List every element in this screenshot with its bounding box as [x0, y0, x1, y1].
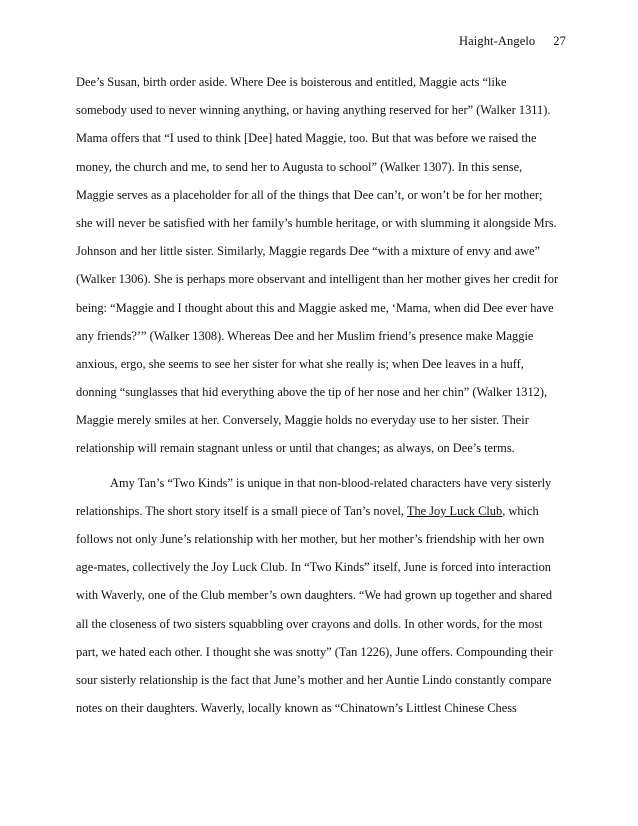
text-line: donning “sunglasses that hid everything above the tip of her nose and her chin” (Walker 1312),: [76, 385, 548, 400]
running-header: [459, 34, 566, 49]
text-line: follows not only June’s relationship with her mother, but her mother’s friendship with her own: [76, 532, 545, 546]
text-segment: relationships. The short story itself is a small piece of Tan’s novel,: [76, 503, 407, 518]
text-line: she will never be satisfied with her family’s humble heritage, or with slumming it alongside Mrs.: [76, 215, 557, 230]
text-line: Dee’s Susan, birth order aside. Where Dee is boisterous and entitled, Maggie acts “like: [76, 75, 507, 89]
text-line: anxious, ergo, she seems to see her sister for what she really is; when Dee leaves in a huff,: [76, 356, 524, 371]
text-line: Maggie merely smiles at her. Conversely, Maggie holds no everyday use to her sister. Their: [76, 413, 529, 428]
header-author: Haight-Angelo: [459, 34, 536, 48]
page-number: 27: [553, 34, 566, 48]
text-line: [76, 497, 558, 525]
text-line: part, we hated each other. I thought she was snotty” (Tan 1226), June offers. Compounding their: [76, 644, 553, 659]
text-line: Johnson and her little sister. Similarly, Maggie regards Dee “with a mixture of envy and awe”: [76, 244, 541, 259]
text-line: Maggie serves as a placeholder for all of the things that Dee can’t, or won’t be for her mother;: [76, 187, 543, 202]
text-line: with Waverly, one of the Club member’s own daughters. “We had grown up together and shared: [76, 588, 553, 603]
document-body: [76, 68, 558, 722]
text-line: any friends?’” (Walker 1308). Whereas Dee and her Muslim friend’s presence make Maggie: [76, 328, 534, 343]
text-line: Mama offers that “I used to think [Dee] hated Maggie, too. But that was before we raised the: [76, 131, 537, 146]
text-segment: , which: [502, 503, 539, 518]
text-line: age-mates, collectively the Joy Luck Club. In “Two Kinds” itself, June is forced into interaction: [76, 560, 552, 575]
paragraph-2: [76, 469, 558, 723]
book-title: The Joy Luck Club: [406, 503, 503, 518]
text-line: Amy Tan’s “Two Kinds” is unique in that non-blood-related characters have very sisterly: [110, 475, 552, 490]
text-line: notes on their daughters. Waverly, locally known as “Chinatown’s Littlest Chinese Chess: [76, 701, 517, 716]
text-line: being: “Maggie and I thought about this and Maggie asked me, ‘Mama, when did Dee ever have: [76, 300, 554, 315]
text-line: all the closeness of two sisters squabbling over crayons and dolls. In other words, for the most: [76, 616, 543, 631]
text-line: somebody used to never winning anything, or having anything reserved for her” (Walker 1311).: [76, 103, 551, 118]
text-line: money, the church and me, to send her to Augusta to school” (Walker 1307). In this sense,: [76, 159, 523, 174]
text-line: (Walker 1306). She is perhaps more observant and intelligent than her mother gives her credit for: [76, 272, 559, 287]
text-line: relationship will remain stagnant unless or until that changes; as always, on Dee’s terms.: [76, 441, 515, 456]
paragraph-1: [76, 68, 558, 463]
text-line: sour sisterly relationship is the fact that June’s mother and her Auntie Lindo constantly compare: [76, 672, 552, 687]
